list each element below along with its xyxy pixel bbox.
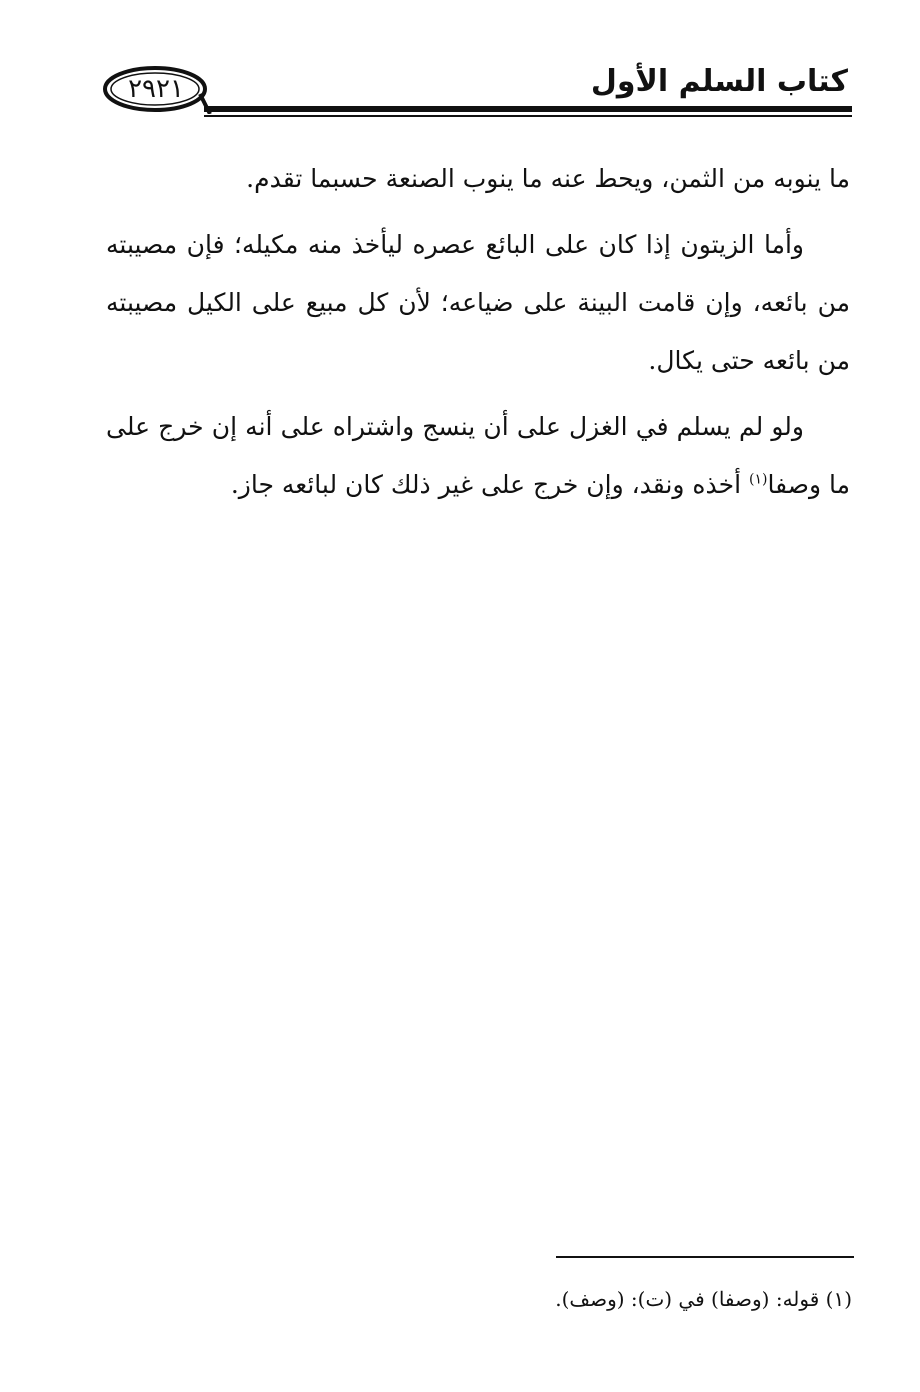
page-number: ٢٩٢١ — [128, 74, 184, 104]
paragraph-with-footnote — [106, 398, 850, 514]
page-number-badge — [102, 64, 212, 114]
paragraph: وأما الزيتون إذا كان على البائع عصره ليأخذ منه مكيله؛ فإن مصيبته من بائعه، وإن قامت البينة على ضياعه؛ لأن كل مبيع على الكيل مصيبته من بائعه حتى يكال. — [106, 230, 850, 375]
page-header — [100, 58, 852, 120]
header-rule — [204, 106, 852, 112]
paragraph: ما ينوبه من الثمن، ويحط عنه ما ينوب الصنعة حسبما تقدم. — [246, 164, 850, 193]
footnote-separator — [556, 1256, 854, 1258]
header-rule-thin — [204, 115, 852, 117]
paragraph-text: أخذه ونقد، وإن خرج على غير ذلك كان لبائعه جاز. — [230, 470, 749, 499]
book-title: كتاب السلم الأول — [590, 64, 848, 99]
body-text — [106, 150, 850, 522]
footnote: (١) قوله: (وصفا) في (ت): (وصف). — [555, 1287, 852, 1311]
footnote-reference: (١) — [749, 471, 768, 488]
paragraph-text: ولو لم يسلم في الغزل على أن ينسج واشتراه على أنه إن خرج على ما وصفا — [106, 412, 850, 499]
